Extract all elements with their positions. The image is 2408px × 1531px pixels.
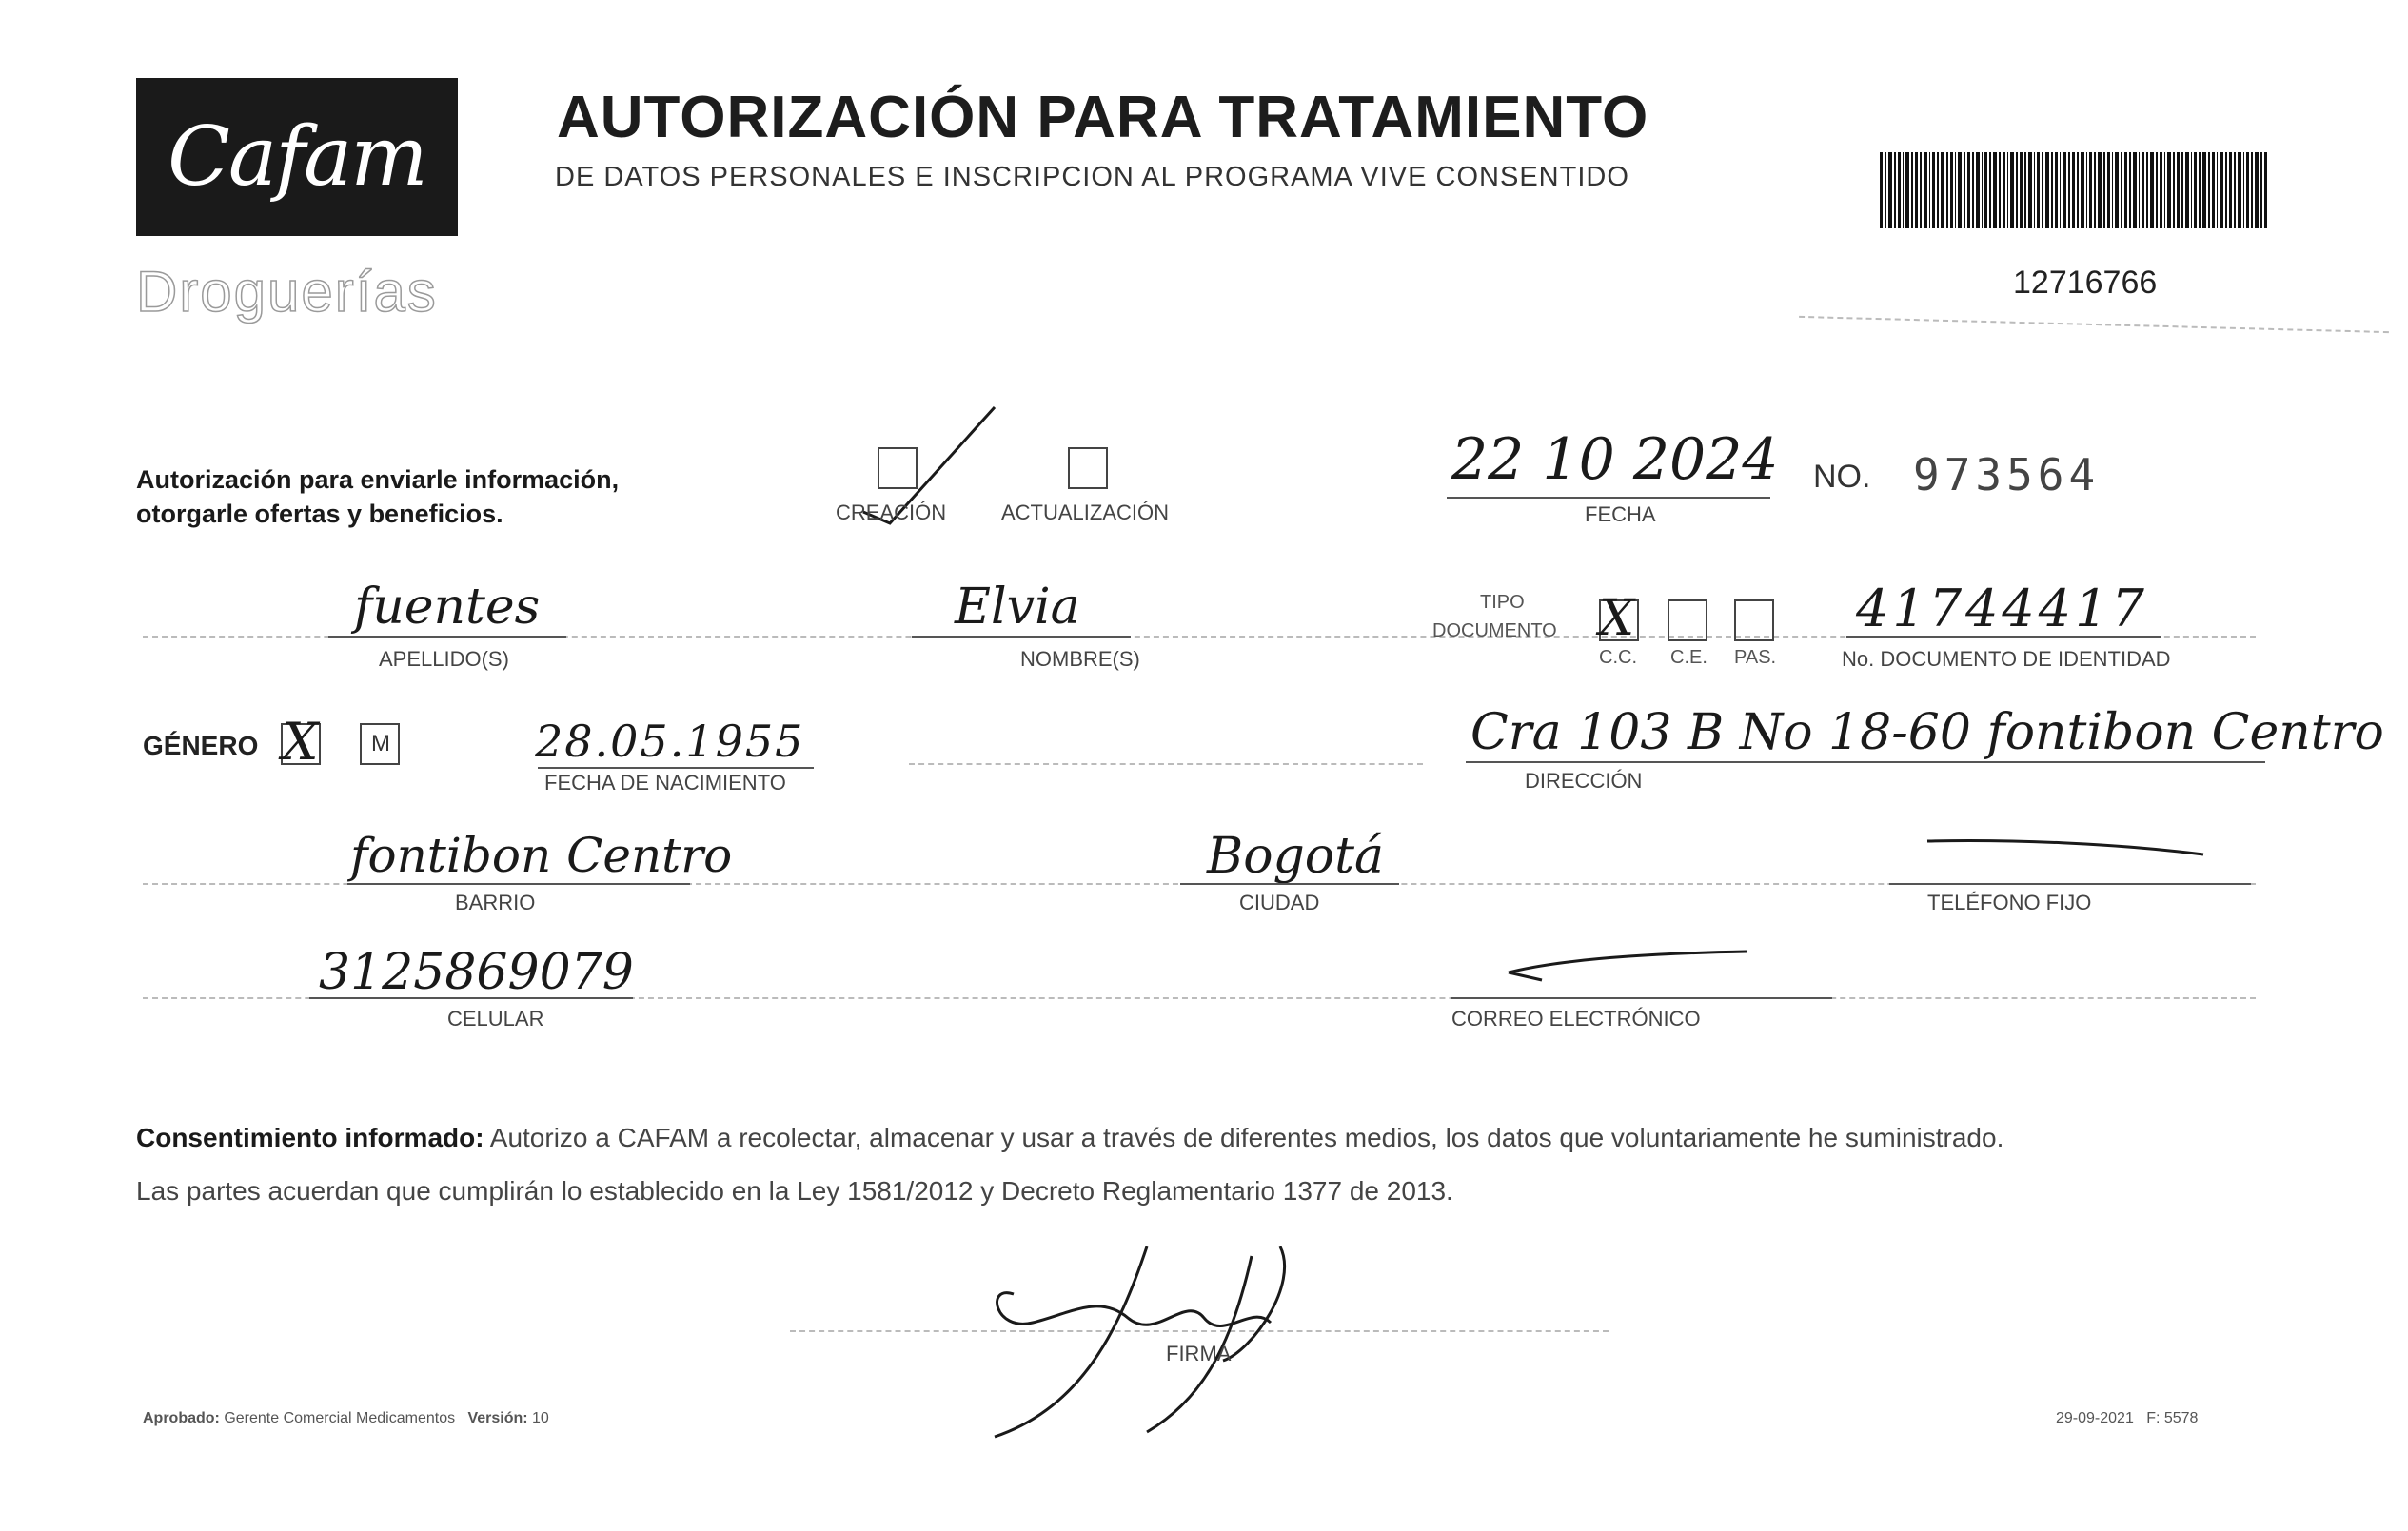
form-number: 973564 bbox=[1913, 449, 2101, 501]
cut-line bbox=[1799, 316, 2389, 333]
celular-underline bbox=[309, 997, 633, 999]
nacimiento-label: FECHA DE NACIMIENTO bbox=[544, 771, 786, 795]
consent-heading: Consentimiento informado: bbox=[136, 1123, 484, 1152]
aprobado-label: Aprobado: bbox=[143, 1410, 220, 1426]
fecha-underline bbox=[1447, 497, 1770, 499]
genero-m-label: M bbox=[371, 731, 390, 756]
celular-value[interactable]: 3125869079 bbox=[319, 944, 634, 1001]
barrio-label: BARRIO bbox=[455, 891, 536, 914]
cafam-logo bbox=[136, 78, 458, 236]
version-value: 10 bbox=[532, 1410, 549, 1426]
authorization-text bbox=[136, 462, 619, 531]
ciudad-value[interactable]: Bogotá bbox=[1207, 828, 1385, 885]
row2-dashline bbox=[909, 763, 1423, 765]
pas-checkbox[interactable] bbox=[1734, 599, 1774, 641]
footer-approval bbox=[143, 1410, 549, 1427]
date-code: 29-09-2021 bbox=[2056, 1410, 2134, 1426]
direccion-value[interactable]: Cra 103 B No 18-60 fontibon Centro bbox=[1470, 704, 2384, 761]
form-title: AUTORIZACIÓN PARA TRATAMIENTO bbox=[557, 85, 1649, 150]
fecha-label: FECHA bbox=[1585, 502, 1656, 526]
creacion-label: CREACIÓN bbox=[836, 501, 947, 524]
direccion-underline bbox=[1466, 761, 2265, 763]
form-subtitle: DE DATOS PERSONALES E INSCRIPCION AL PROGRAMA VIVE CONSENTIDO bbox=[555, 162, 1629, 192]
ciudad-label: CIUDAD bbox=[1239, 891, 1320, 914]
ce-label: C.E. bbox=[1670, 647, 1707, 668]
aprobado-value: Gerente Comercial Medicamentos bbox=[224, 1410, 456, 1426]
barrio-value[interactable]: fontibon Centro bbox=[350, 828, 733, 883]
signature-label: FIRMA bbox=[1166, 1342, 1232, 1365]
genero-label: GÉNERO bbox=[143, 731, 259, 760]
apellido-underline bbox=[328, 636, 566, 638]
apellido-value[interactable]: fuentes bbox=[354, 579, 541, 636]
authorization-line-2: otorgarle ofertas y beneficios. bbox=[136, 500, 503, 528]
brand-subtitle: Droguerías bbox=[136, 260, 438, 324]
logo-text: Cafam bbox=[168, 109, 426, 205]
nacimiento-value[interactable]: 28.05.1955 bbox=[535, 716, 805, 767]
barcode-number: 12716766 bbox=[2013, 265, 2158, 301]
consent-line-2: Las partes acuerdan que cumplirán lo establecido en la Ley 1581/2012 y Decreto Reglamentario 1377 de 2013. bbox=[136, 1176, 1453, 1206]
tipo-label-1: TIPO bbox=[1480, 592, 1525, 613]
telefono-strike bbox=[1923, 834, 2208, 862]
correo-label: CORREO ELECTRÓNICO bbox=[1451, 1007, 1701, 1030]
correo-underline bbox=[1451, 997, 1832, 999]
tipo-label-2: DOCUMENTO bbox=[1432, 620, 1557, 641]
telefono-underline bbox=[1889, 883, 2251, 885]
documento-underline bbox=[1846, 636, 2161, 638]
pas-label: PAS. bbox=[1734, 647, 1777, 668]
documento-label: No. DOCUMENTO DE IDENTIDAD bbox=[1842, 647, 2171, 671]
direccion-label: DIRECCIÓN bbox=[1525, 769, 1643, 793]
form-code: F: 5578 bbox=[2146, 1410, 2199, 1426]
ce-checkbox[interactable] bbox=[1668, 599, 1707, 641]
documento-value[interactable]: 41744417 bbox=[1856, 579, 2148, 638]
celular-label: CELULAR bbox=[447, 1007, 544, 1030]
barcode-image bbox=[1880, 152, 2270, 252]
ciudad-underline bbox=[1180, 883, 1399, 885]
actualizacion-checkbox[interactable] bbox=[1068, 447, 1108, 489]
barrio-underline bbox=[347, 883, 690, 885]
genero-f-check-mark: X bbox=[282, 712, 319, 772]
actualizacion-label: ACTUALIZACIÓN bbox=[1001, 501, 1170, 524]
consent-line-1: Autorizo a CAFAM a recolectar, almacenar y usar a través de diferentes medios, los datos que voluntariamente he suministrado. bbox=[489, 1123, 2004, 1152]
consent-text bbox=[136, 1111, 2268, 1218]
cc-check-mark: X bbox=[1599, 590, 1635, 647]
telefono-label: TELÉFONO FIJO bbox=[1927, 891, 2092, 914]
nacimiento-underline bbox=[538, 767, 814, 769]
correo-strike bbox=[1504, 942, 1751, 990]
cc-label: C.C. bbox=[1599, 647, 1637, 668]
fecha-value[interactable]: 22 10 2024 bbox=[1451, 426, 1779, 493]
nombre-underline bbox=[912, 636, 1131, 638]
footer-codes bbox=[2056, 1410, 2198, 1427]
apellido-label: APELLIDO(S) bbox=[379, 647, 509, 671]
authorization-line-1: Autorización para enviarle información, bbox=[136, 465, 620, 494]
no-label: NO. bbox=[1813, 459, 1871, 495]
version-label: Versión: bbox=[467, 1410, 528, 1426]
nombre-label: NOMBRE(S) bbox=[1020, 647, 1140, 671]
nombre-value[interactable]: Elvia bbox=[955, 579, 1080, 636]
